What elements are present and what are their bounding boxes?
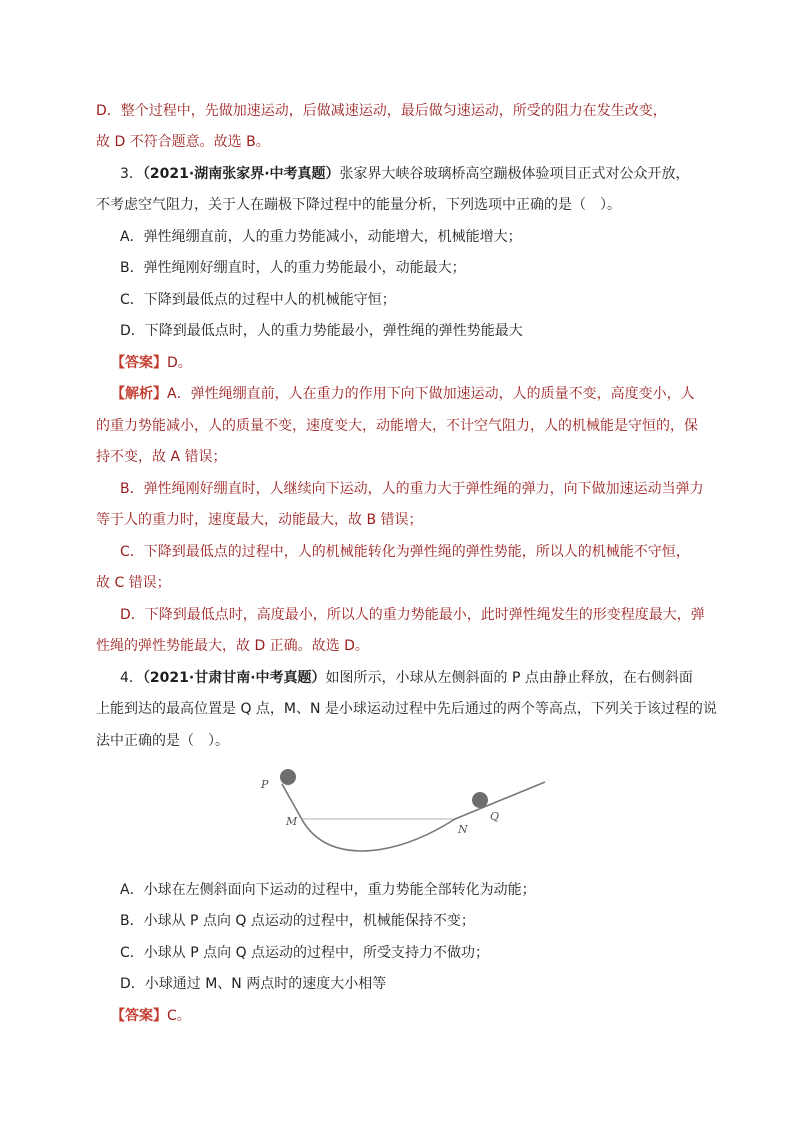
question-3-analysis-text-1: A．弹性绳绷直前，人在重力的作用下向下做加速运动，人的质量不变，高度变小，人	[167, 386, 695, 402]
ramp-figure	[255, 758, 550, 858]
prev-analysis-line-1: D．整个过程中，先做加速运动，后做减速运动，最后做匀速运动，所受的阻力在发生改变，	[96, 103, 667, 119]
question-4-answer-value: C。	[167, 1008, 191, 1024]
question-3-answer	[111, 353, 192, 373]
question-3-option-a: A．弹性绳绷直前，人的重力势能减小，动能增大，机械能增大；	[120, 229, 522, 245]
ball-at-p	[280, 769, 296, 785]
track-curve	[282, 782, 545, 851]
question-4-stem-line-2: 上能到达的最高位置是 Q 点，M、N 是小球运动过程中先后通过的两个等高点，下列关于该过程的说	[96, 701, 717, 717]
question-4-stem-line-3: 法中正确的是（ ）。	[96, 733, 229, 749]
question-3-analysis-line-6: C．下降到最低点的过程中，人的机械能转化为弹性绳的弹性势能，所以人的机械能不守恒，	[120, 544, 690, 560]
question-4-answer-label: 【答案】	[111, 1008, 167, 1024]
ball-near-q	[472, 792, 488, 808]
question-3-analysis-line-5: 等于人的重力时，速度最大，动能最大，故 B 错误；	[96, 512, 423, 528]
question-4-stem-line-1	[120, 668, 693, 688]
question-4-option-d: D．小球通过 M、N 两点时的速度大小相等	[120, 976, 387, 992]
question-3-analysis-line-7: 故 C 错误；	[96, 575, 171, 591]
question-3-stem-line-1	[120, 164, 690, 184]
question-3-analysis-line-3: 持不变，故 A 错误；	[96, 449, 227, 465]
question-3-option-d: D．下降到最低点时，人的重力势能最小，弹性绳的弹性势能最大	[120, 323, 523, 339]
question-3-answer-value: D。	[167, 355, 192, 371]
question-3-stem-text-1: 张家界大峡谷玻璃桥高空蹦极体验项目正式对公众开放，	[339, 166, 690, 182]
question-3-stem-line-2: 不考虑空气阻力，关于人在蹦极下降过程中的能量分析，下列选项中正确的是（ ）。	[96, 197, 621, 213]
question-3-analysis-line-9: 性绳的弹性势能最大，故 D 正确。故选 D。	[96, 638, 369, 654]
label-n: N	[458, 823, 468, 836]
question-4-option-a: A．小球在左侧斜面向下运动的过程中，重力势能全部转化为动能；	[120, 882, 536, 898]
question-3-answer-label: 【答案】	[111, 355, 167, 371]
question-4-answer	[111, 1006, 191, 1026]
label-q: Q	[490, 810, 500, 823]
label-m: M	[286, 815, 298, 828]
question-3-number: 3．	[120, 166, 143, 182]
question-3-analysis-line-2: 的重力势能减小，人的质量不变，速度变大，动能增大，不计空气阻力，人的机械能是守恒的，保	[96, 418, 698, 434]
prev-analysis-line-2: 故 D 不符合题意。故选 B。	[96, 134, 270, 150]
question-4-source: （2021·甘肃甘南·中考真题）	[142, 670, 326, 686]
question-3-analysis-line-8: D．下降到最低点时，高度最小，所以人的重力势能最小，此时弹性绳发生的形变程度最大，弹	[120, 607, 705, 623]
question-3-analysis-label: 【解析】	[111, 386, 167, 402]
question-3-option-c: C．下降到最低点的过程中人的机械能守恒；	[120, 292, 396, 308]
question-4-stem-text-1: 如图所示，小球从左侧斜面的 P 点由静止释放，在右侧斜面	[325, 670, 693, 686]
question-4-number: 4．	[120, 670, 143, 686]
question-4-option-b: B．小球从 P 点向 Q 点运动的过程中，机械能保持不变；	[120, 913, 475, 929]
question-3-source: （2021·湖南张家界·中考真题）	[142, 166, 340, 182]
question-4-option-c: C．小球从 P 点向 Q 点运动的过程中，所受支持力不做功；	[120, 945, 490, 961]
question-3-option-b: B．弹性绳刚好绷直时，人的重力势能最小，动能最大；	[120, 260, 466, 276]
question-3-analysis-line-1	[111, 384, 695, 404]
question-3-analysis-line-4: B．弹性绳刚好绷直时，人继续向下运动，人的重力大于弹性绳的弹力，向下做加速运动当弹力	[120, 481, 704, 497]
label-p: P	[261, 778, 269, 791]
